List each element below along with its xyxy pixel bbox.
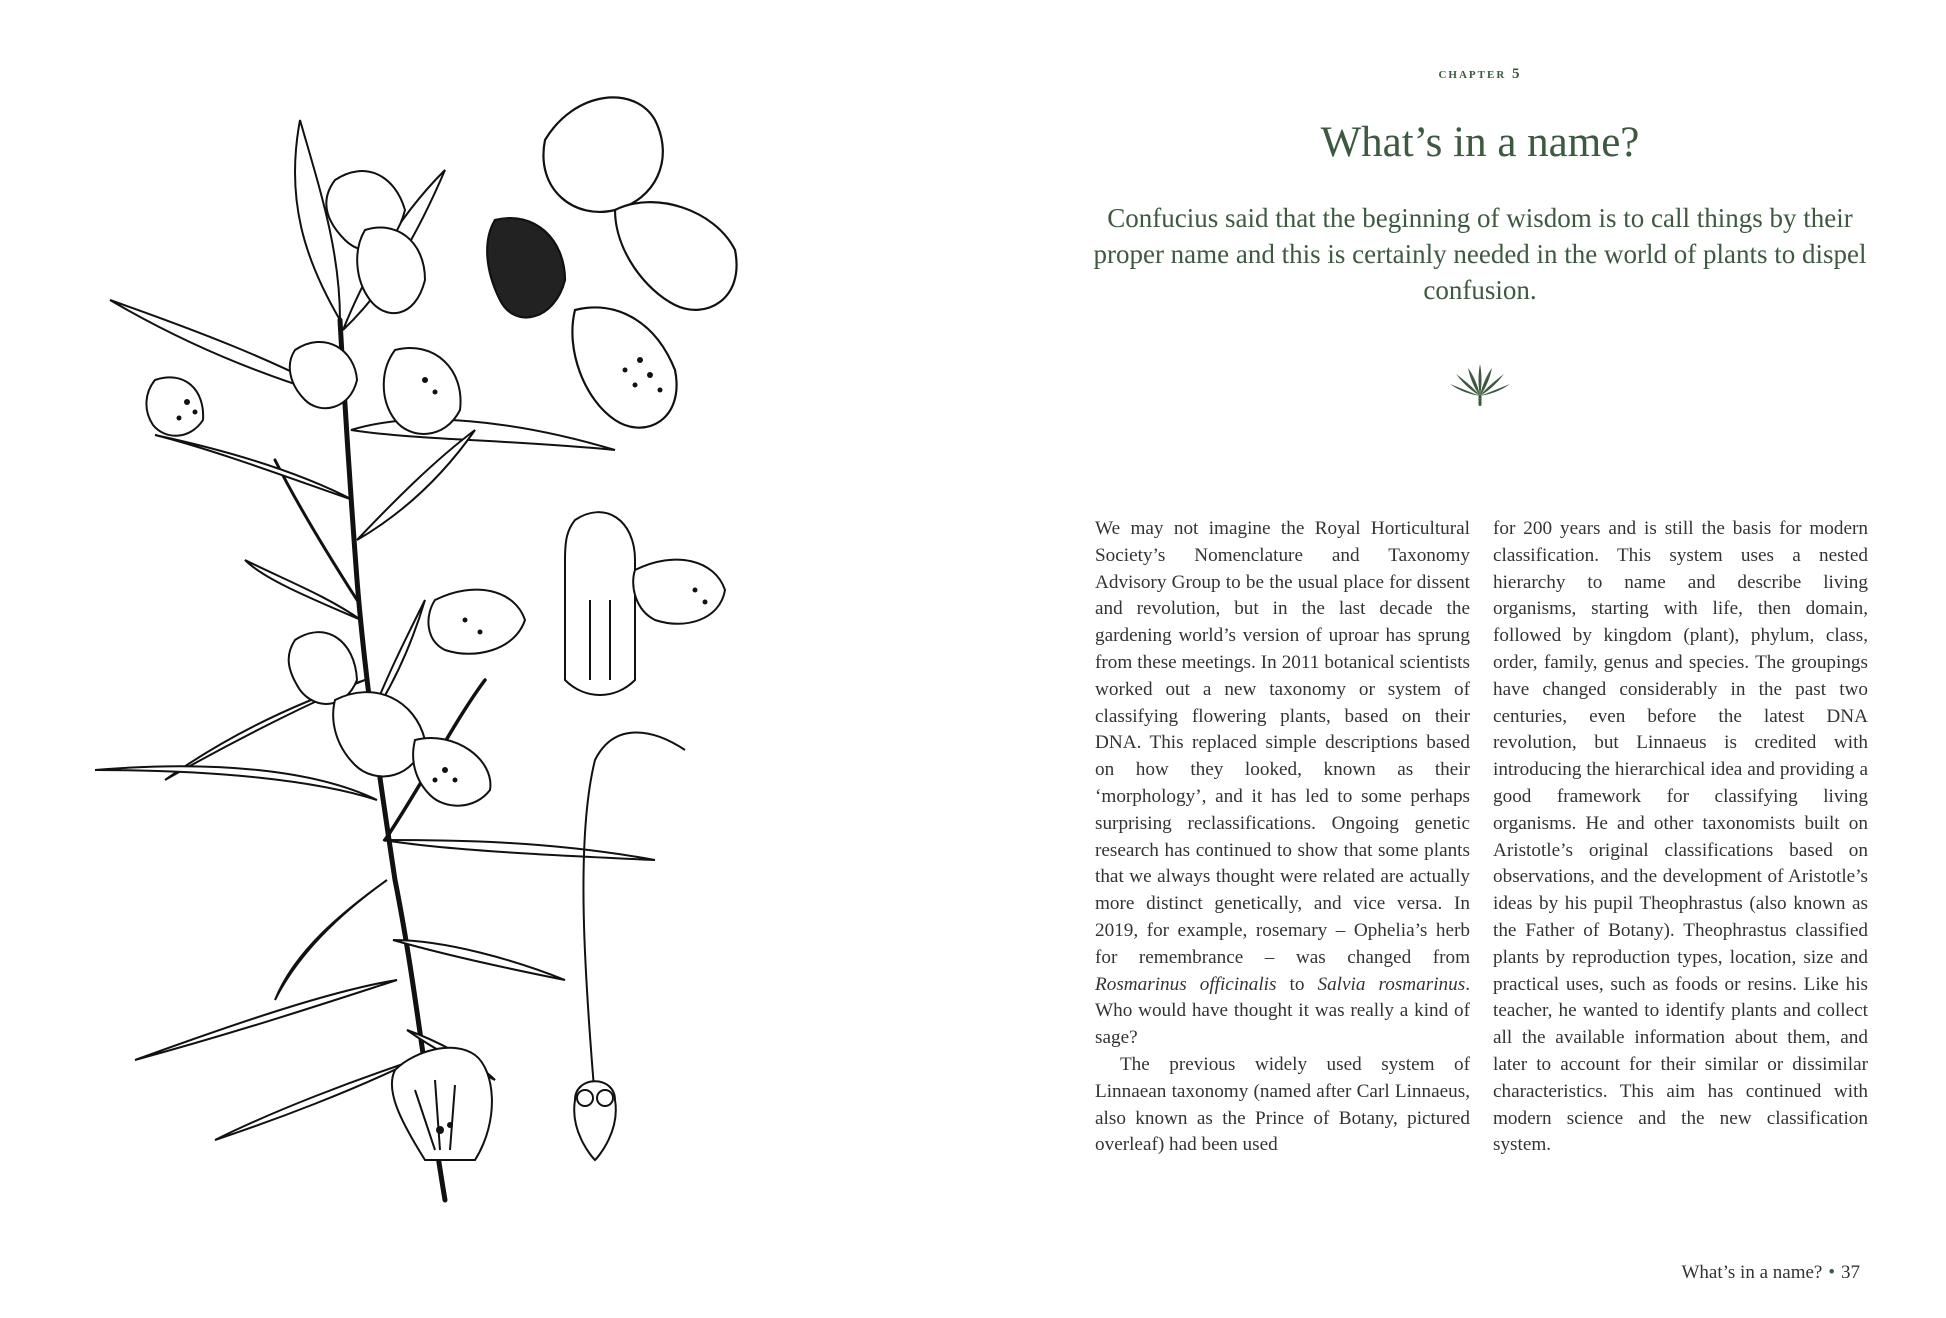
running-title: What’s in a name? <box>1681 1262 1823 1283</box>
body-text: . Who would have thought it was really a kind of sage? <box>1095 973 1470 1049</box>
fan-leaf-ornament-icon <box>1448 362 1512 408</box>
body-paragraph: for 200 years and is still the basis for modern classification. This system uses a nested hierarchy to name and describe living organisms, starting with life, then domain, followed by kingdom (plant), phylum, class, order, family, genus and species. The groupings have changed considerably in the past two centuries, even before the latest DNA revolution, but Linnaeus is credited with introducing the hierarchical idea and providing a good framework for classifying living organisms. He and other taxonomists built on Aristotle’s original classifications based on observations, and the development of Aristotle’s ideas by his pupil Theophrastus (also known as the Father of Botany). Theophrastus classified plants by reproduction types, location, size and practical uses, such as foods or resins. Like his teacher, he wanted to identify plants and collect all the available information about them, and later to account for their similar or dissimilar characteristics. This aim has continued with modern science and the new classification system. <box>1493 518 1868 1156</box>
page-title: What’s in a name? <box>1320 119 1640 166</box>
botanical-name-new: Salvia rosmarinus <box>1317 973 1466 995</box>
rosemary-engraving-svg <box>95 80 895 1230</box>
chapter-intro: Confucius said that the beginning of wisdom is to call things by their proper name and this is certainly needed in the world of plants to dispel confusion. <box>1093 203 1867 305</box>
rosemary-illustration <box>95 80 895 1230</box>
page-footer <box>1560 1262 1860 1284</box>
body-column-right <box>1493 516 1868 1159</box>
body-paragraph <box>1095 516 1470 1052</box>
body-text: We may not imagine the Royal Horticultural Society’s Nomenclature and Taxonomy Advisory Group to be the usual place for dissent and revolution, but in the last decade the gardening world’s version of uproar has sprung from these meetings. In 2011 botanical scientists worked out a new taxonomy or system of classifying flowering plants, based on their DNA. This replaced simple descriptions based on how they looked, known as their ‘morphology’, and it has led to some perhaps surprising reclassifications. Ongoing genetic research has continued to show that some plants that we always thought were related are actually more distinct genetically, and vice versa. In 2019, for example, rosemary – Ophelia’s herb for remembrance – was changed from <box>1095 518 1470 968</box>
body-paragraph: The previous widely used system of Linnaean taxonomy (named after Carl Linnaeus, also known as the Prince of Botany, pictured overleaf) had been used <box>1095 1053 1470 1156</box>
botanical-name-old: Rosmarinus officinalis <box>1095 973 1277 995</box>
body-text: to <box>1276 973 1318 995</box>
body-column-left <box>1095 516 1470 1159</box>
chapter-label: chapter 5 <box>1438 66 1522 82</box>
page-number: 37 <box>1841 1262 1860 1283</box>
footer-bullet: • <box>1828 1262 1835 1283</box>
